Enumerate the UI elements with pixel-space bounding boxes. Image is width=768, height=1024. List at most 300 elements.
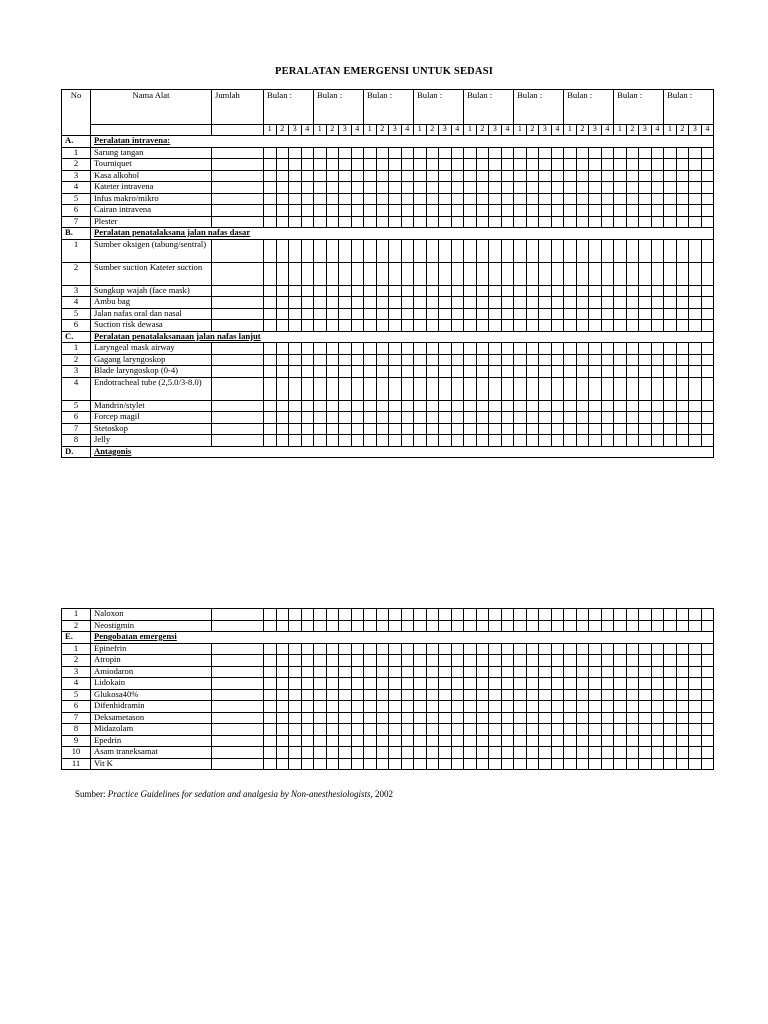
check-cell: [701, 147, 714, 159]
item-row: [62, 262, 714, 285]
check-cell: [564, 400, 577, 412]
check-cell: [326, 412, 339, 424]
check-cell: [614, 400, 627, 412]
check-cell: [639, 400, 652, 412]
check-cell: [339, 655, 352, 667]
check-cell: [651, 377, 664, 400]
section-label: Peralatan penatalaksana jalan nafas dasar: [91, 228, 714, 240]
check-cell: [526, 412, 539, 424]
check-cell: [464, 643, 477, 655]
check-cell: [626, 412, 639, 424]
check-cell: [501, 308, 514, 320]
check-cell: [464, 377, 477, 400]
item-row: [62, 297, 714, 309]
check-cell: [664, 297, 677, 309]
check-cell: [576, 643, 589, 655]
column-header-month: Bulan :: [564, 90, 614, 125]
check-cell: [626, 239, 639, 262]
check-cell: [276, 366, 289, 378]
check-cell: [289, 678, 302, 690]
week-number: 2: [576, 125, 589, 136]
week-number: 1: [414, 125, 427, 136]
check-cell: [451, 609, 464, 621]
check-cell: [664, 147, 677, 159]
check-cell: [564, 423, 577, 435]
check-cell: [301, 701, 314, 713]
check-cell: [601, 285, 614, 297]
check-cell: [501, 666, 514, 678]
check-cell: [351, 297, 364, 309]
check-cell: [364, 400, 377, 412]
check-cell: [489, 643, 502, 655]
check-cell: [489, 170, 502, 182]
check-cell: [389, 435, 402, 447]
check-cell: [339, 297, 352, 309]
item-number: 4: [62, 297, 91, 309]
check-cell: [639, 239, 652, 262]
check-cell: [451, 620, 464, 632]
item-number: 1: [62, 239, 91, 262]
item-number: 4: [62, 377, 91, 400]
check-cell: [551, 423, 564, 435]
check-cell: [551, 308, 564, 320]
check-cell: [364, 343, 377, 355]
check-cell: [551, 689, 564, 701]
item-name: Difenhidramin: [91, 701, 212, 713]
check-cell: [539, 758, 552, 770]
item-number: 3: [62, 170, 91, 182]
check-cell: [301, 205, 314, 217]
week-number: 2: [276, 125, 289, 136]
item-number: 2: [62, 620, 91, 632]
quantity-cell: [212, 147, 264, 159]
check-cell: [501, 747, 514, 759]
check-cell: [289, 609, 302, 621]
check-cell: [376, 239, 389, 262]
check-cell: [289, 354, 302, 366]
check-cell: [526, 400, 539, 412]
week-number: 1: [264, 125, 277, 136]
check-cell: [539, 701, 552, 713]
item-row: [62, 400, 714, 412]
quantity-cell: [212, 320, 264, 332]
check-cell: [364, 666, 377, 678]
check-cell: [539, 377, 552, 400]
header-row: [62, 90, 714, 125]
item-name: Forcep magil: [91, 412, 212, 424]
check-cell: [689, 170, 702, 182]
check-cell: [389, 423, 402, 435]
check-cell: [564, 297, 577, 309]
check-cell: [464, 412, 477, 424]
check-cell: [601, 435, 614, 447]
item-name: Jalan nafas oral dan nasal: [91, 308, 212, 320]
week-number: 4: [651, 125, 664, 136]
check-cell: [439, 678, 452, 690]
check-cell: [464, 147, 477, 159]
item-number: 8: [62, 724, 91, 736]
check-cell: [501, 609, 514, 621]
item-number: 1: [62, 609, 91, 621]
check-cell: [514, 666, 527, 678]
check-cell: [376, 354, 389, 366]
check-cell: [651, 320, 664, 332]
check-cell: [289, 758, 302, 770]
item-number: 5: [62, 193, 91, 205]
check-cell: [414, 712, 427, 724]
check-cell: [539, 620, 552, 632]
check-cell: [289, 412, 302, 424]
check-cell: [651, 297, 664, 309]
check-cell: [326, 216, 339, 228]
check-cell: [414, 320, 427, 332]
check-cell: [476, 412, 489, 424]
check-cell: [476, 655, 489, 667]
check-cell: [451, 216, 464, 228]
check-cell: [326, 666, 339, 678]
week-number: 3: [389, 125, 402, 136]
check-cell: [626, 643, 639, 655]
check-cell: [301, 170, 314, 182]
check-cell: [314, 666, 327, 678]
check-cell: [701, 193, 714, 205]
check-cell: [439, 423, 452, 435]
check-cell: [339, 170, 352, 182]
check-cell: [364, 620, 377, 632]
check-cell: [626, 724, 639, 736]
check-cell: [701, 159, 714, 171]
check-cell: [326, 205, 339, 217]
check-cell: [639, 412, 652, 424]
check-cell: [376, 182, 389, 194]
check-cell: [639, 216, 652, 228]
check-cell: [476, 182, 489, 194]
check-cell: [401, 620, 414, 632]
check-cell: [301, 643, 314, 655]
check-cell: [264, 239, 277, 262]
check-cell: [489, 262, 502, 285]
check-cell: [626, 655, 639, 667]
check-cell: [339, 320, 352, 332]
header-blank-cell: [91, 125, 212, 136]
check-cell: [651, 666, 664, 678]
check-cell: [601, 182, 614, 194]
check-cell: [451, 366, 464, 378]
check-cell: [514, 747, 527, 759]
check-cell: [639, 297, 652, 309]
check-cell: [489, 297, 502, 309]
check-cell: [676, 297, 689, 309]
check-cell: [451, 435, 464, 447]
check-cell: [514, 216, 527, 228]
check-cell: [389, 320, 402, 332]
check-cell: [489, 285, 502, 297]
check-cell: [664, 758, 677, 770]
check-cell: [464, 343, 477, 355]
check-cell: [414, 435, 427, 447]
check-cell: [489, 724, 502, 736]
check-cell: [701, 423, 714, 435]
check-cell: [264, 205, 277, 217]
check-cell: [376, 712, 389, 724]
check-cell: [589, 285, 602, 297]
check-cell: [564, 655, 577, 667]
quantity-cell: [212, 435, 264, 447]
check-cell: [439, 308, 452, 320]
check-cell: [376, 435, 389, 447]
check-cell: [426, 412, 439, 424]
item-number: 5: [62, 308, 91, 320]
check-cell: [289, 285, 302, 297]
check-cell: [601, 297, 614, 309]
check-cell: [501, 285, 514, 297]
check-cell: [514, 354, 527, 366]
item-name: Infus makro/mikro: [91, 193, 212, 205]
check-cell: [439, 205, 452, 217]
check-cell: [626, 343, 639, 355]
check-cell: [289, 701, 302, 713]
check-cell: [651, 308, 664, 320]
check-cell: [539, 239, 552, 262]
check-cell: [464, 655, 477, 667]
check-cell: [351, 758, 364, 770]
check-cell: [351, 285, 364, 297]
check-cell: [514, 159, 527, 171]
check-cell: [264, 182, 277, 194]
check-cell: [426, 435, 439, 447]
check-cell: [414, 747, 427, 759]
check-cell: [276, 354, 289, 366]
check-cell: [389, 193, 402, 205]
check-cell: [564, 239, 577, 262]
quantity-cell: [212, 343, 264, 355]
item-name: Stetoskop: [91, 423, 212, 435]
check-cell: [501, 423, 514, 435]
check-cell: [276, 377, 289, 400]
check-cell: [614, 285, 627, 297]
check-cell: [301, 297, 314, 309]
check-cell: [689, 297, 702, 309]
check-cell: [301, 435, 314, 447]
check-cell: [651, 620, 664, 632]
week-number: 4: [601, 125, 614, 136]
check-cell: [264, 435, 277, 447]
check-cell: [601, 308, 614, 320]
check-cell: [664, 689, 677, 701]
week-number: 4: [401, 125, 414, 136]
check-cell: [639, 354, 652, 366]
check-cell: [301, 412, 314, 424]
check-cell: [376, 689, 389, 701]
check-cell: [401, 758, 414, 770]
check-cell: [339, 609, 352, 621]
check-cell: [276, 170, 289, 182]
check-cell: [439, 666, 452, 678]
equipment-checklist-table: [61, 89, 714, 458]
item-name: Blade laryngoskop (0-4): [91, 366, 212, 378]
check-cell: [289, 689, 302, 701]
check-cell: [364, 758, 377, 770]
check-cell: [501, 435, 514, 447]
check-cell: [651, 701, 664, 713]
check-cell: [589, 712, 602, 724]
check-cell: [539, 170, 552, 182]
section-label: Peralatan penatalaksanaan jalan nafas lanjut: [91, 331, 714, 343]
check-cell: [276, 724, 289, 736]
check-cell: [439, 216, 452, 228]
check-cell: [376, 205, 389, 217]
week-number: 2: [676, 125, 689, 136]
check-cell: [339, 193, 352, 205]
check-cell: [489, 620, 502, 632]
check-cell: [389, 170, 402, 182]
check-cell: [664, 609, 677, 621]
item-row: [62, 412, 714, 424]
item-number: 6: [62, 205, 91, 217]
check-cell: [339, 435, 352, 447]
check-cell: [426, 400, 439, 412]
check-cell: [376, 666, 389, 678]
check-cell: [589, 308, 602, 320]
check-cell: [526, 366, 539, 378]
check-cell: [601, 159, 614, 171]
column-header-month: Bulan :: [514, 90, 564, 125]
check-cell: [564, 412, 577, 424]
check-cell: [451, 193, 464, 205]
check-cell: [514, 147, 527, 159]
check-cell: [476, 193, 489, 205]
check-cell: [551, 701, 564, 713]
check-cell: [376, 735, 389, 747]
check-cell: [576, 354, 589, 366]
check-cell: [376, 747, 389, 759]
check-cell: [451, 285, 464, 297]
item-name: Endotracheal tube (2,5.0/3-8.0): [91, 377, 212, 400]
check-cell: [501, 182, 514, 194]
check-cell: [526, 655, 539, 667]
check-cell: [476, 724, 489, 736]
check-cell: [651, 758, 664, 770]
check-cell: [289, 655, 302, 667]
check-cell: [476, 159, 489, 171]
check-cell: [639, 678, 652, 690]
check-cell: [364, 724, 377, 736]
check-cell: [439, 689, 452, 701]
check-cell: [376, 320, 389, 332]
check-cell: [501, 643, 514, 655]
check-cell: [689, 724, 702, 736]
check-cell: [464, 712, 477, 724]
check-cell: [614, 170, 627, 182]
check-cell: [601, 701, 614, 713]
check-cell: [539, 182, 552, 194]
check-cell: [264, 412, 277, 424]
item-name: Kasa alkohol: [91, 170, 212, 182]
check-cell: [389, 239, 402, 262]
check-cell: [651, 147, 664, 159]
check-cell: [314, 423, 327, 435]
item-name: Plester: [91, 216, 212, 228]
check-cell: [351, 747, 364, 759]
check-cell: [314, 412, 327, 424]
item-name: Sumber suction Kateter suction: [91, 262, 212, 285]
check-cell: [526, 678, 539, 690]
check-cell: [651, 609, 664, 621]
check-cell: [264, 193, 277, 205]
check-cell: [376, 193, 389, 205]
check-cell: [564, 689, 577, 701]
check-cell: [314, 205, 327, 217]
quantity-cell: [212, 285, 264, 297]
column-header-month: Bulan :: [314, 90, 364, 125]
week-number: 1: [514, 125, 527, 136]
check-cell: [614, 643, 627, 655]
check-cell: [389, 308, 402, 320]
check-cell: [439, 320, 452, 332]
check-cell: [689, 320, 702, 332]
check-cell: [651, 343, 664, 355]
check-cell: [614, 620, 627, 632]
check-cell: [564, 216, 577, 228]
check-cell: [326, 308, 339, 320]
check-cell: [489, 308, 502, 320]
check-cell: [426, 308, 439, 320]
check-cell: [264, 678, 277, 690]
check-cell: [501, 620, 514, 632]
section-row: [62, 228, 714, 240]
column-header-month: Bulan :: [464, 90, 514, 125]
check-cell: [376, 609, 389, 621]
check-cell: [489, 712, 502, 724]
check-cell: [589, 735, 602, 747]
check-cell: [664, 712, 677, 724]
check-cell: [576, 343, 589, 355]
check-cell: [364, 216, 377, 228]
check-cell: [401, 297, 414, 309]
check-cell: [551, 435, 564, 447]
check-cell: [689, 343, 702, 355]
quantity-cell: [212, 620, 264, 632]
check-cell: [589, 182, 602, 194]
check-cell: [451, 354, 464, 366]
check-cell: [414, 343, 427, 355]
check-cell: [401, 170, 414, 182]
check-cell: [676, 354, 689, 366]
section-code: D.: [62, 446, 91, 458]
check-cell: [439, 262, 452, 285]
check-cell: [564, 308, 577, 320]
check-cell: [489, 747, 502, 759]
check-cell: [639, 435, 652, 447]
check-cell: [614, 609, 627, 621]
check-cell: [326, 678, 339, 690]
check-cell: [489, 193, 502, 205]
check-cell: [526, 724, 539, 736]
check-cell: [351, 308, 364, 320]
check-cell: [614, 354, 627, 366]
check-cell: [364, 655, 377, 667]
check-cell: [639, 205, 652, 217]
item-number: 6: [62, 701, 91, 713]
check-cell: [289, 297, 302, 309]
check-cell: [426, 239, 439, 262]
check-cell: [314, 758, 327, 770]
check-cell: [526, 182, 539, 194]
check-cell: [626, 308, 639, 320]
item-number: 3: [62, 366, 91, 378]
item-name: Sumber oksigen (tabung/sentral): [91, 239, 212, 262]
check-cell: [489, 320, 502, 332]
